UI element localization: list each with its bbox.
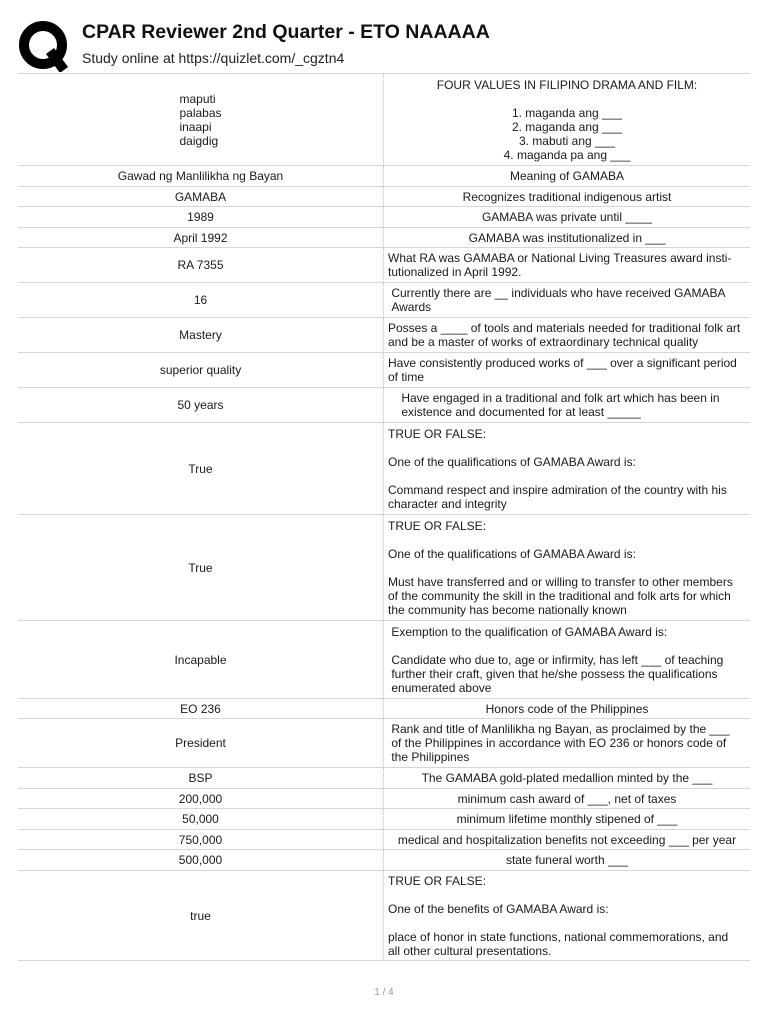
card-definition	[384, 187, 750, 206]
term-text: 16	[193, 293, 208, 307]
card-term	[18, 388, 384, 422]
quizlet-logo-icon	[18, 20, 70, 72]
definition-text: Candidate who due to, age or infirmity, has left ___ of teaching	[388, 652, 724, 667]
card-term	[18, 74, 384, 165]
card-term	[18, 809, 384, 829]
card-row	[18, 620, 750, 698]
definition-text: TRUE OR FALSE:	[388, 518, 487, 533]
definition-text: 1. maganda ang ___	[511, 105, 623, 120]
card-term	[18, 187, 384, 206]
definition-text: character and integrity	[388, 496, 507, 511]
term-text: 50 years	[177, 398, 224, 412]
card-row	[18, 247, 750, 282]
definition-text: Rank and title of Manlilikha ng Bayan, as proclaimed by the ___	[388, 722, 730, 736]
term-text: April 1992	[173, 230, 228, 245]
card-term	[18, 719, 384, 767]
card-definition	[384, 388, 750, 422]
definition-text: The GAMABA gold-plated medallion minted by the ___	[421, 771, 713, 785]
definition-text: TRUE OR FALSE:	[388, 873, 487, 888]
definition-text: One of the qualifications of GAMABA Award is:	[388, 546, 636, 561]
card-row	[18, 282, 750, 317]
definition-text: TRUE OR FALSE:	[388, 426, 487, 441]
card-row	[18, 227, 750, 247]
definition-text: state funeral worth ___	[505, 853, 629, 867]
flashcard-table	[18, 73, 750, 961]
definition-text: tutionalized in April 1992.	[388, 265, 522, 279]
header	[0, 0, 768, 74]
definition-text: 3. mabuti ang ___	[518, 133, 616, 148]
definition-text	[388, 469, 746, 483]
definition-text: GAMABA was private until ____	[481, 210, 653, 224]
definition-text: Meaning of GAMABA	[509, 169, 625, 183]
definition-text: Recognizes traditional indigenous artist	[462, 189, 672, 204]
term-text: Mastery	[179, 328, 222, 342]
card-definition	[384, 809, 750, 829]
term-text: GAMABA	[174, 189, 227, 204]
term-text: 50,000	[182, 812, 219, 826]
card-row	[18, 317, 750, 352]
definition-text	[388, 92, 746, 106]
card-term	[18, 871, 384, 960]
definition-text: minimum cash award of ___, net of taxes	[457, 791, 677, 806]
card-definition	[384, 621, 750, 698]
term-text: BSP	[188, 771, 213, 785]
term-text: True	[188, 461, 213, 476]
term-text: RA 7355	[177, 258, 224, 272]
card-row	[18, 870, 750, 961]
card-row	[18, 849, 750, 870]
card-term	[18, 789, 384, 808]
definition-text: GAMABA was institutionalized in ___	[468, 230, 666, 245]
card-definition	[384, 74, 750, 165]
card-term	[18, 353, 384, 387]
card-term	[18, 621, 384, 698]
term-text: daigdig	[179, 133, 219, 148]
definition-text: the Philippines	[388, 750, 470, 764]
card-row	[18, 73, 750, 165]
card-row	[18, 788, 750, 808]
card-row	[18, 387, 750, 422]
card-definition	[384, 719, 750, 767]
definition-text: of time	[388, 370, 425, 384]
card-row	[18, 829, 750, 849]
card-definition	[384, 228, 750, 247]
term-text: superior quality	[159, 363, 242, 377]
definition-text	[388, 441, 746, 455]
card-row	[18, 352, 750, 387]
definition-text	[388, 533, 746, 547]
card-term	[18, 850, 384, 870]
definition-text: further their craft, given that he/she possess the qualifications	[388, 666, 718, 681]
definition-text: minimum lifetime monthly stipened of ___	[456, 812, 678, 826]
card-row	[18, 698, 750, 718]
card-term	[18, 423, 384, 514]
definition-text: One of the qualifications of GAMABA Award is:	[388, 454, 636, 469]
card-row	[18, 165, 750, 186]
definition-text: Honors code of the Philippines	[485, 701, 649, 716]
definition-text: medical and hospitalization benefits not exceeding ___ per year	[397, 832, 737, 847]
definition-text	[388, 639, 746, 653]
definition-text: place of honor in state functions, national commemorations, and	[388, 929, 729, 944]
card-term	[18, 248, 384, 282]
study-online-link[interactable]: Study online at https://quizlet.com/_cgztn4	[82, 50, 345, 66]
definition-text: Have engaged in a traditional and folk art which has been in	[388, 391, 720, 405]
definition-text: of the community the skill in the traditional and folk arts for which	[388, 588, 731, 603]
card-term	[18, 318, 384, 352]
card-definition	[384, 871, 750, 960]
term-text: 750,000	[178, 832, 223, 847]
card-definition	[384, 768, 750, 788]
card-row	[18, 206, 750, 227]
card-row	[18, 422, 750, 514]
definition-text: Awards	[388, 300, 432, 314]
definition-text: existence and documented for at least _____	[388, 405, 641, 419]
definition-text	[388, 916, 746, 930]
definition-text: 4. maganda pa ang ___	[503, 147, 631, 162]
document-title: CPAR Reviewer 2nd Quarter - ETO NAAAAA	[82, 21, 490, 43]
card-definition	[384, 353, 750, 387]
card-row	[18, 186, 750, 206]
card-row	[18, 718, 750, 767]
page-number: 1 / 4	[374, 987, 394, 998]
definition-text: Have consistently produced works of ___ over a significant period	[388, 356, 737, 370]
card-row	[18, 808, 750, 829]
definition-text: Posses a ____ of tools and materials needed for traditional folk art	[388, 321, 741, 335]
card-term	[18, 166, 384, 186]
card-term	[18, 699, 384, 718]
definition-text: One of the benefits of GAMABA Award is:	[388, 901, 609, 916]
card-definition	[384, 789, 750, 808]
term-text: inaapi	[179, 119, 212, 134]
card-term	[18, 515, 384, 620]
definition-text: Exemption to the qualification of GAMABA Award is:	[388, 624, 668, 639]
term-text: 200,000	[178, 791, 223, 806]
term-text: President	[175, 736, 226, 750]
term-text: true	[190, 908, 211, 923]
definition-text: Command respect and inspire admiration of the country with his	[388, 482, 727, 497]
card-term	[18, 830, 384, 849]
card-definition	[384, 318, 750, 352]
term-text: 1989	[187, 210, 214, 224]
card-term	[18, 207, 384, 227]
term-text: Gawad ng Manlilikha ng Bayan	[117, 169, 284, 183]
card-definition	[384, 283, 750, 317]
definition-text: Currently there are __ individuals who have received GAMABA	[388, 286, 726, 300]
term-text: True	[188, 560, 213, 575]
definition-text: FOUR VALUES IN FILIPINO DRAMA AND FILM:	[436, 77, 698, 92]
term-text: palabas	[179, 105, 222, 120]
card-term	[18, 228, 384, 247]
term-text: Incapable	[174, 652, 227, 667]
card-definition	[384, 850, 750, 870]
card-definition	[384, 830, 750, 849]
card-row	[18, 767, 750, 788]
definition-text	[388, 888, 746, 902]
card-row	[18, 514, 750, 620]
card-definition	[384, 166, 750, 186]
card-term	[18, 283, 384, 317]
definition-text: and be a master of works of extraordinary technical quality	[388, 335, 699, 349]
definition-text: enumerated above	[388, 680, 492, 695]
card-definition	[384, 207, 750, 227]
card-term	[18, 768, 384, 788]
card-definition	[384, 515, 750, 620]
definition-text: the community has become nationally known	[388, 602, 627, 617]
term-text: 500,000	[178, 853, 223, 867]
card-definition	[384, 423, 750, 514]
definition-text: Must have transferred and or willing to transfer to other members	[388, 574, 733, 589]
card-definition	[384, 248, 750, 282]
definition-text: all other cultural presentations.	[388, 943, 552, 958]
definition-text	[388, 561, 746, 575]
definition-text: of the Philippines in accordance with EO 236 or honors code of	[388, 736, 727, 750]
term-text: maputi	[179, 91, 216, 106]
card-definition	[384, 699, 750, 718]
definition-text: 2. maganda ang ___	[511, 119, 623, 134]
definition-text: What RA was GAMABA or National Living Treasures award insti-	[388, 251, 732, 265]
term-text: EO 236	[180, 701, 221, 716]
